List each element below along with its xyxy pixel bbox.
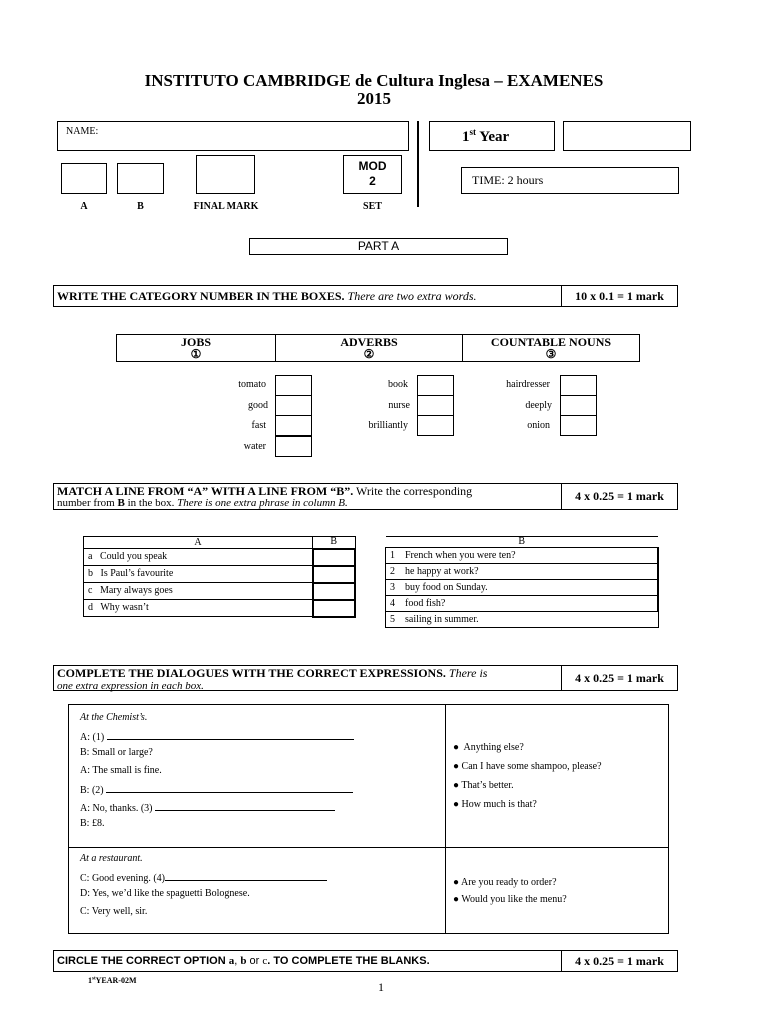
row-letter: b [88,568,93,579]
table-row [386,580,659,596]
section2-instruction-italic: There is one extra phrase in column B. [177,497,348,509]
dialog-line: C: Very well, sir. [80,906,148,917]
table-b-header: B [386,537,659,548]
category-jobs-num: ① [190,347,202,361]
table-row [386,612,659,628]
mark-a-box[interactable] [61,163,107,194]
section2-instruction-rest1: Write the corresponding [353,484,473,498]
section2-instruction-rest2c: in the box. [124,497,178,509]
exam-title: INSTITUTO CAMBRIDGE de Cultura Inglesa – EXAMENES [144,71,604,90]
category-adverbs-num: ② [363,347,375,361]
page-number: 1 [378,980,384,994]
final-mark-box[interactable] [196,155,255,194]
match-answer-box[interactable] [313,600,356,617]
option-item: ● Can I have some shampoo, please? [453,761,602,772]
section2-instruction-rest2b: B [117,497,125,509]
table-row [386,596,659,612]
category-answer-box[interactable] [275,375,312,396]
word-item: good [248,400,268,411]
dialogues-horizontal-divider [69,847,668,848]
header-divider [417,121,419,207]
dialog-line: A: No, thanks. (3) [80,801,335,815]
blank-line[interactable] [165,871,327,881]
blank-line[interactable] [155,801,335,811]
word-item: brilliantly [368,420,408,431]
col-a-header: A [84,537,313,549]
dialog1-title: At the Chemist’s. [80,712,148,723]
row-num: 5 [390,613,395,625]
dialog-line: B: Small or large? [80,747,153,758]
section3-instruction-italic2: one extra expression in each box. [57,680,204,692]
section2-instruction-bold: MATCH A LINE FROM “A” WITH A LINE FROM “B”. [57,484,354,498]
row-letter: a [88,551,93,562]
dialog-line: D: Yes, we’d like the spaguetti Bolognese. [80,888,250,899]
table-row [84,549,356,566]
match-answer-box[interactable] [313,549,356,566]
match-answer-box[interactable] [313,583,356,600]
name-label: NAME: [66,126,99,137]
section2-instruction-rest2a: number from [57,497,118,509]
blank-line[interactable] [107,730,354,740]
part-a-label: PART A [357,239,400,253]
match-answer-box[interactable] [313,566,356,583]
dialog-line: B: (2) [80,783,353,797]
label-set: SET [363,201,382,212]
match-table-a [83,536,356,618]
section3-instruction-italic1: There is [445,666,488,680]
row-text: buy food on Sunday. [405,581,488,593]
category-answer-box[interactable] [560,415,597,436]
section1-instruction-italic: There are two extra words. [344,289,477,303]
option-item: ● That’s better. [453,780,514,791]
footer-code: 1stYEAR-02M [88,976,137,985]
word-item: tomato [238,379,266,390]
option-item: ● Anything else? [453,742,524,753]
row-text: he happy at work? [405,565,479,577]
row-text: food fish? [405,597,446,609]
option-item: ● Would you like the menu? [453,894,567,905]
table-row [84,566,356,583]
row-letter: d [88,602,93,613]
word-item: book [388,379,408,390]
category-adverbs-name: ADVERBS [340,335,398,349]
match-table-b [385,536,659,628]
mod-number: 2 [369,174,376,188]
category-countable [463,335,639,361]
category-answer-box[interactable] [417,375,454,396]
section4-mark: 4 x 0.25 = 1 mark [561,951,677,971]
word-item: deeply [525,400,552,411]
time-box [461,167,679,194]
option-item: ● How much is that? [453,799,537,810]
table-row [386,564,659,580]
section2-mark: 4 x 0.25 = 1 mark [561,484,677,509]
col-b-header: B [313,537,356,549]
name-field[interactable] [57,121,409,151]
word-item: nurse [388,400,410,411]
exam-year: 2015 [357,89,391,108]
row-text: Mary always goes [99,585,173,596]
category-answer-box[interactable] [275,395,312,416]
word-item: hairdresser [506,379,550,390]
label-b: B [137,201,144,212]
row-text: French when you were ten? [405,549,516,561]
mark-b-box[interactable] [117,163,164,194]
table-row [386,548,659,564]
category-jobs-name: JOBS [180,335,211,349]
category-answer-box[interactable] [560,375,597,396]
option-item: ● Are you ready to order? [453,877,557,888]
row-text: Is Paul’s favourite [100,568,174,579]
row-letter: c [88,585,93,596]
dialogues-box [68,704,669,934]
dialog-line: B: £8. [80,818,105,829]
blank-line[interactable] [106,783,353,793]
category-jobs [117,335,276,361]
category-countable-name: COUNTABLE NOUNS [490,335,612,349]
category-adverbs [276,335,463,361]
row-num: 3 [390,581,395,593]
section2-instruction [53,483,678,510]
category-answer-box[interactable] [417,415,454,436]
section1-instruction-bold: WRITE THE CATEGORY NUMBER IN THE BOXES. [57,289,345,303]
section3-instruction [53,665,678,691]
category-header [116,334,640,362]
dialog2-title: At a restaurant. [80,853,143,864]
category-answer-box[interactable] [275,415,312,436]
row-num: 1 [390,549,395,561]
year-number: 1 [462,128,470,145]
dialog-line: C: Good evening. (4) [80,871,327,885]
section1-mark: 10 x 0.1 = 1 mark [561,286,677,306]
year-sup: st [469,126,476,137]
section4-instruction: CIRCLE THE CORRECT OPTION a, b or c. TO COMPLETE THE BLANKS. 4 x 0.25 = 1 mark [53,950,678,972]
word-item: onion [527,420,550,431]
year-word: Year [476,128,510,145]
section3-instruction-bold: COMPLETE THE DIALOGUES WITH THE CORRECT EXPRESSIONS. [57,666,446,680]
row-text: sailing in summer. [405,613,479,625]
table-row [84,600,356,617]
word-item: water [243,441,266,452]
category-countable-num: ③ [545,347,557,361]
section3-mark: 4 x 0.25 = 1 mark [561,666,677,690]
time-label: TIME: 2 hours [472,173,544,187]
row-text: Could you speak [99,551,168,562]
category-answer-box[interactable] [417,395,454,416]
set-code-box[interactable] [563,121,691,151]
word-item: fast [251,420,266,431]
table-row [84,583,356,600]
mod-label: MOD [358,159,387,173]
year-box [429,121,555,151]
category-answer-box[interactable] [560,395,597,416]
dialogues-vertical-divider [445,705,446,933]
dialog-line: A: The small is fine. [80,765,162,776]
part-a-title [249,238,508,255]
row-text: Why wasn’t [100,602,149,613]
section1-instruction [53,285,678,307]
row-num: 4 [390,597,395,609]
mod-box [343,155,402,194]
label-final-mark: FINAL MARK [193,201,259,212]
row-num: 2 [390,565,395,577]
dialog-line: A: (1) [80,730,354,744]
category-answer-box[interactable] [275,436,312,457]
label-a: A [80,201,88,212]
